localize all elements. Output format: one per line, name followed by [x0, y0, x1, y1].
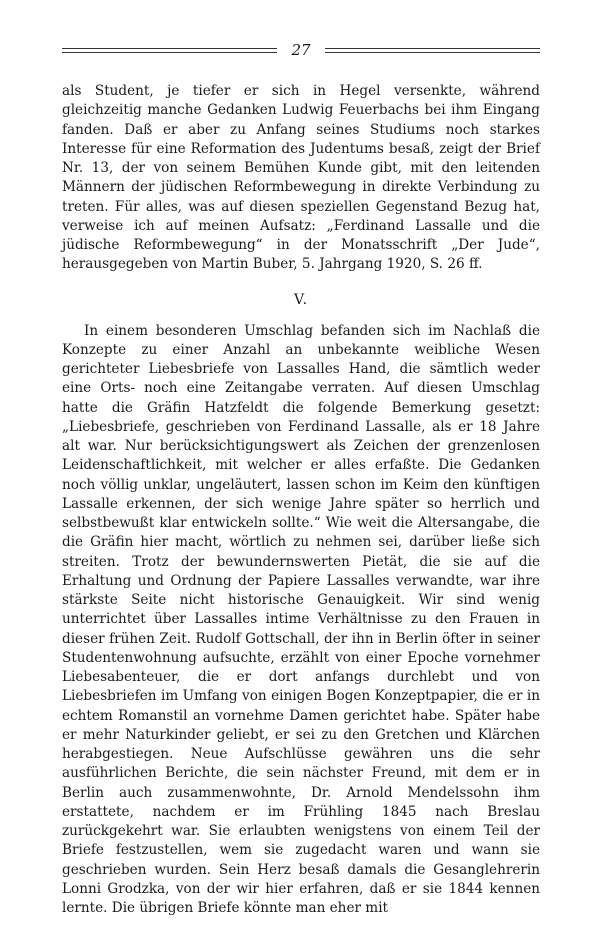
page-number: 27 [291, 40, 311, 59]
header-rule-left [62, 48, 277, 53]
book-page [62, 40, 540, 918]
paragraph-section-v: In einem besonderen Umschlag befanden sich im Nachlaß die Konzepte zu einer Anzahl an unbekannte weibliche Wesen gerichteter Liebesbriefe von Lassalles Hand, die sämtlich weder eine Orts- noch eine Zeitangabe verraten. Auf diesen Umschlag hatte die Gräfin Hatzfeldt die folgende Bemerkung gesetzt: „Liebesbriefe, geschrieben von Ferdinand Lassalle, als er 18 Jahre alt war. Nur berücksichtigungswert als Zeichen der grenzenlosen Leidenschaftlichkeit, mit welcher er alles erfaßte. Die Gedanken noch völlig unklar, ungeläutert, lassen schon im Keim den künftigen Lassalle erkennen, der sich wenige Jahre später so herrlich und selbstbewußt klar entwickeln sollte.“ Wie weit die Altersangabe, die die Gräfin hier macht, wörtlich zu nehmen sei, darüber ließe sich streiten. Trotz der bewundernswerten Pietät, die sie auf die Erhaltung und Ordnung der Papiere Lassalles verwandte, war ihre stärkste Seite nicht historische Genauigkeit. Wir sind wenig unterrichtet über Lassalles intime Verhältnisse zu den Frauen in dieser frühen Zeit. Rudolf Gottschall, der ihn in Berlin öfter in seiner Studentenwohnung aufsuchte, erzählt von einer Epoche vornehmer Liebesabenteuer, die er dort anfangs durchlebt und von Liebesbriefen im Umfang von einigen Bogen Konzeptpapier, die er in echtem Romanstil an vornehme Damen gerichtet habe. Später habe er mehr Naturkinder geliebt, er sei zu den Gretchen und Klärchen herabgestiegen. Neue Aufschlüsse gewähren uns die sehr ausführlichen Berichte, die sein nächster Freund, mit dem er in Berlin auch zusammenwohnte, Dr. Arnold Mendelssohn ihm erstattete, nachdem er im Frühling 1845 nach Breslau zurückgekehrt war. Sie erlaubten wenigstens von einem Teil der Briefe festzustellen, wem sie zugedacht waren und wann sie geschrieben wurden. Sein Herz besaß damals die Gesanglehrerin Lonni Grodzka, von der wir hier erfahren, daß er sie 1844 kennen lernte. Die übrigen Briefe könnte man eher mit [62, 322, 540, 916]
header-rule-right [325, 48, 540, 53]
section-heading: V. [293, 291, 309, 308]
page-header [62, 40, 540, 60]
paragraph-continued: als Student, je tiefer er sich in Hegel versenkte, während gleichzeitig manche Gedanken Ludwig Feuerbachs bei ihm Eingang fanden. Daß er aber zu Anfang seines Studiums noch starkes Interesse für eine Reformation des Judentums besaß, zeigt der Brief Nr. 13, der von seinem Bemühen Kunde gibt, mit den leitenden Männern der jüdischen Reformbewegung in direkte Verbindung zu treten. Für alles, was auf diesen speziellen Gegenstand Bezug hat, verweise ich auf meinen Aufsatz: „Ferdinand Lassalle und die jüdische Reformbewegung“ in der Monatsschrift „Der Jude“, herausgegeben von Martin Buber, 5. Jahrgang 1920, S. 26 ff. [62, 83, 540, 273]
